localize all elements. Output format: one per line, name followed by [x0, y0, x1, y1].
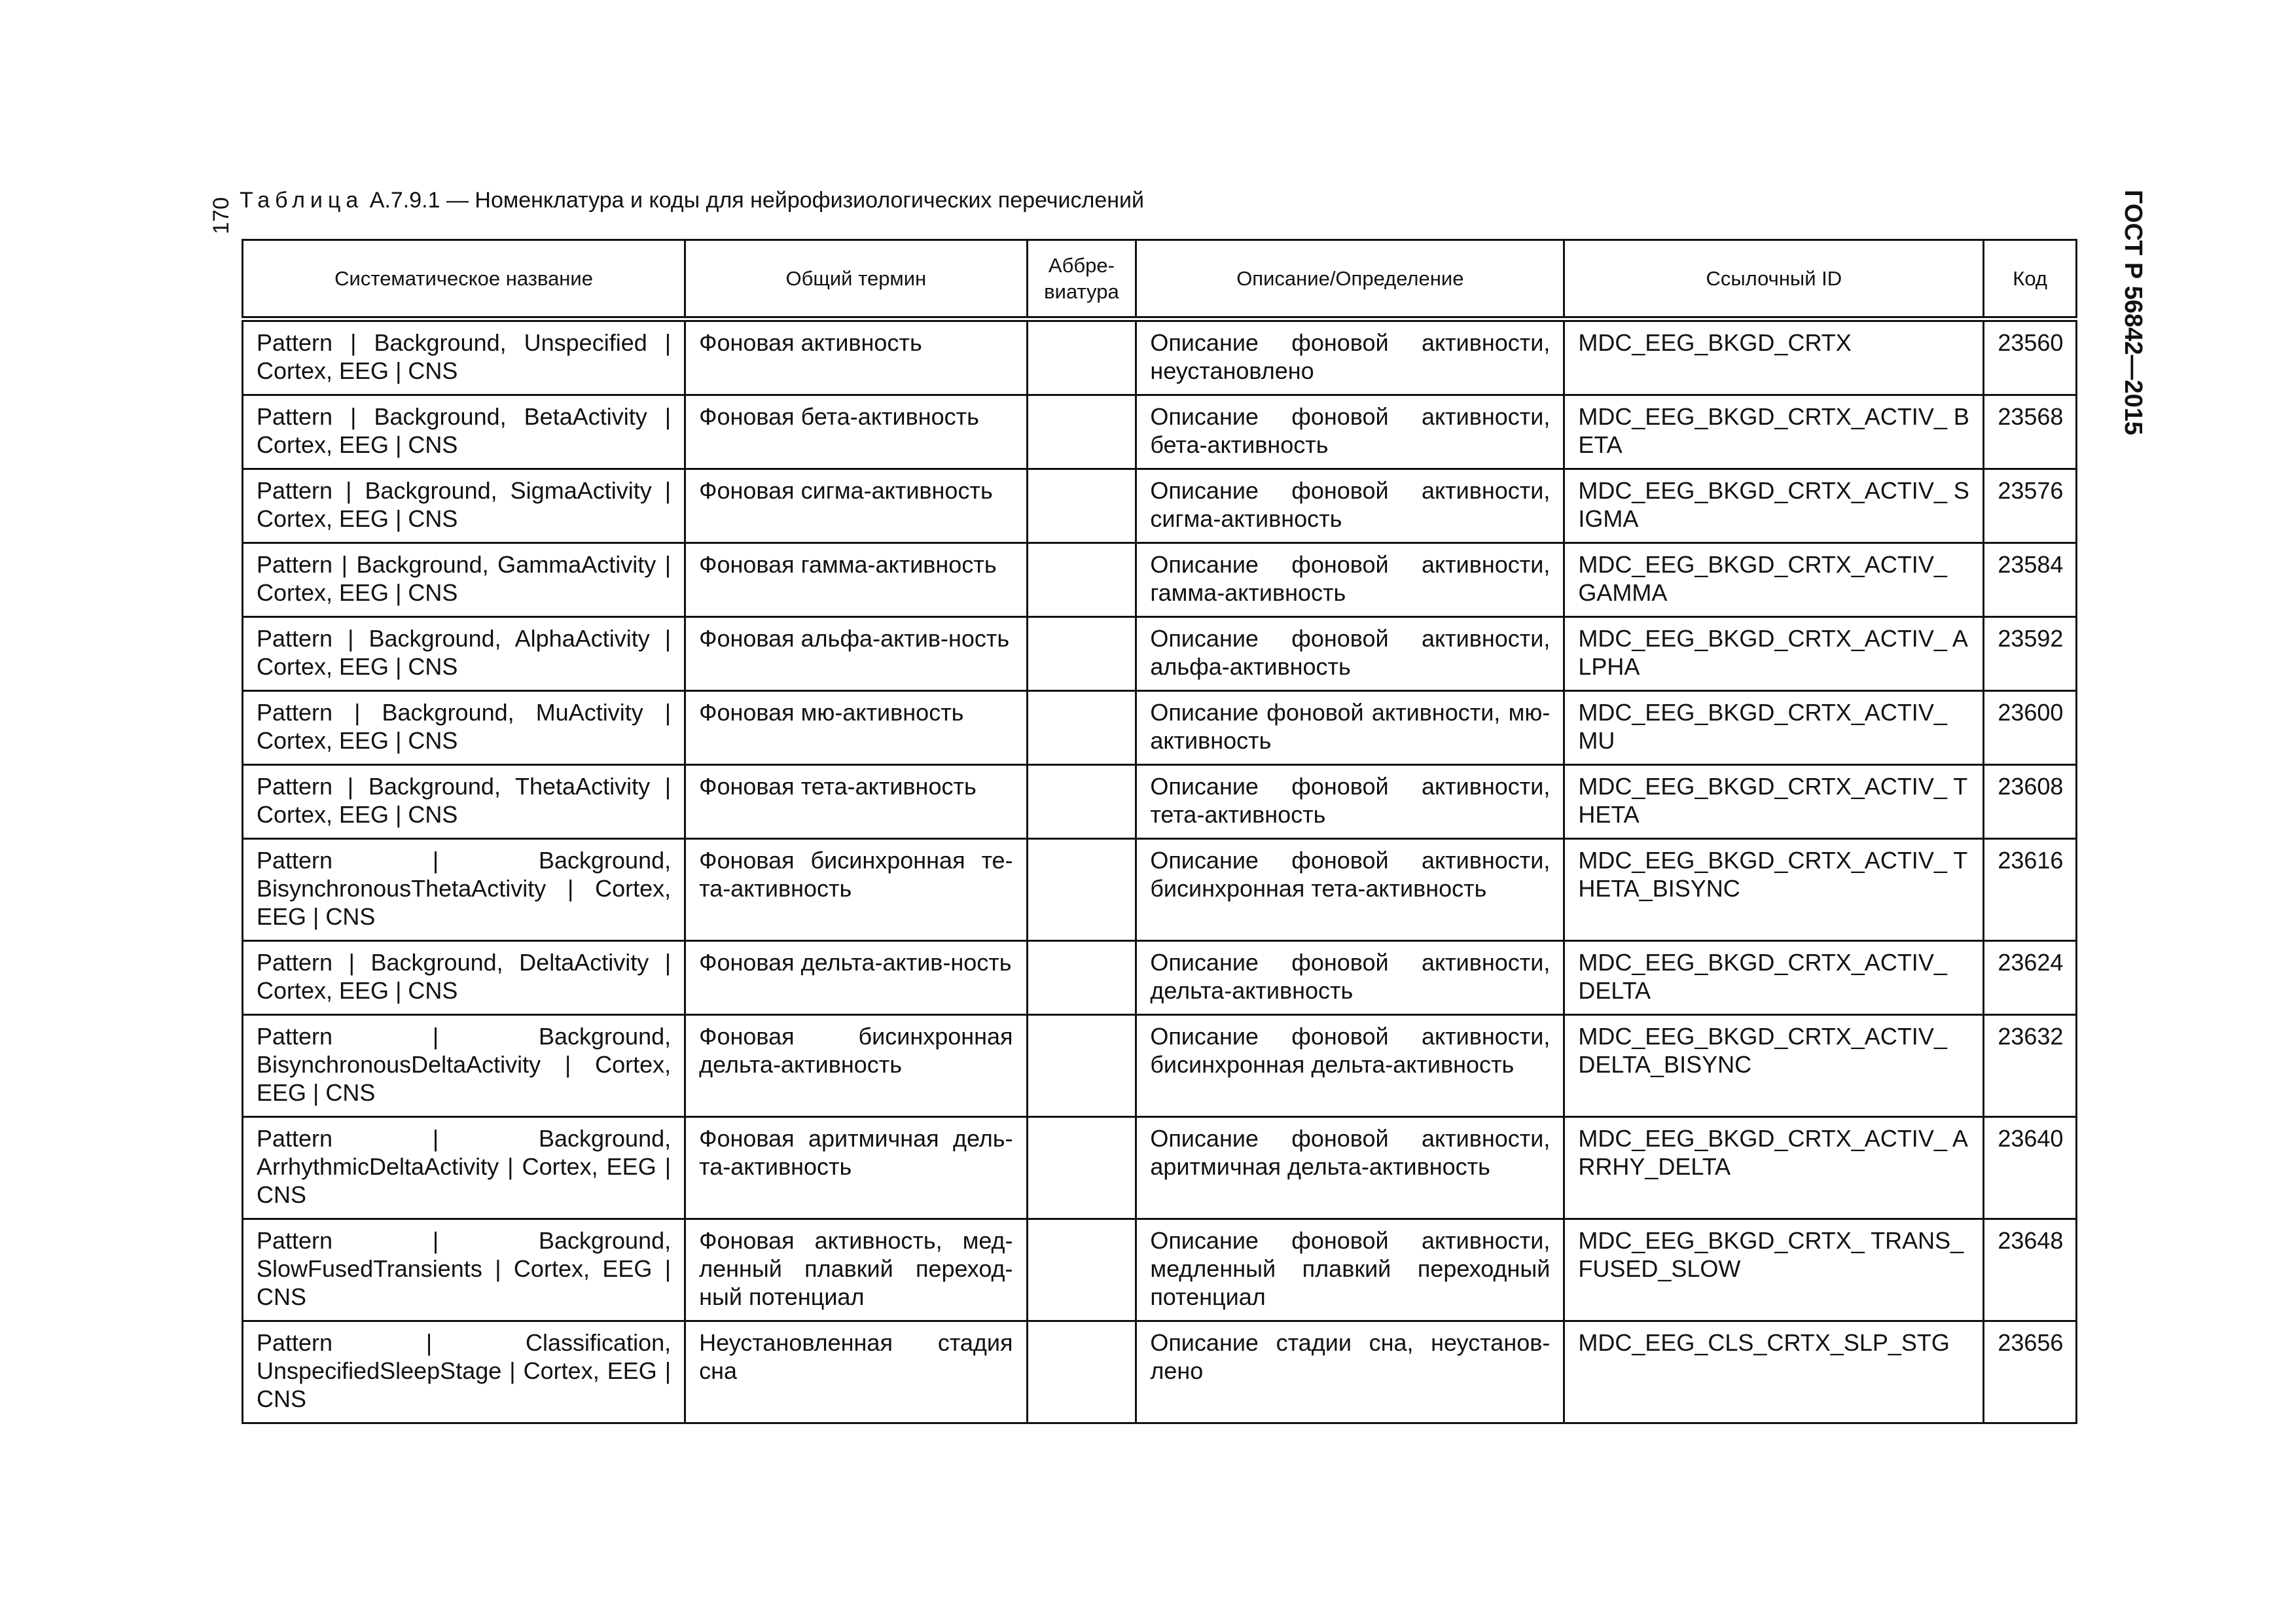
header-code: Код: [1984, 240, 2077, 319]
cell-systematic-name: Pattern | Classification, UnspecifiedSleepStage | Cortex, EEG | CNS: [243, 1321, 685, 1423]
table-row: [243, 1321, 2077, 1423]
table-row: [243, 1015, 2077, 1117]
cell-common-term: Фоновая альфа-актив-ность: [685, 617, 1027, 691]
cell-code: 23624: [1984, 941, 2077, 1015]
cell-code: 23608: [1984, 765, 2077, 839]
table-caption-text: А.7.9.1 — Номенклатура и коды для нейрофизиологических перечислений: [369, 188, 1145, 213]
table-row: [243, 1117, 2077, 1219]
cell-reference-id: MDC_EEG_BKGD_CRTX_ACTIV_ THETA_BISYNC: [1564, 839, 1984, 941]
cell-code: 23640: [1984, 1117, 2077, 1219]
table-row: [243, 765, 2077, 839]
table-row: [243, 543, 2077, 617]
cell-common-term: Фоновая бета-активность: [685, 395, 1027, 469]
cell-description: Описание фоновой активности, бисинхронная дельта-активность: [1136, 1015, 1564, 1117]
cell-abbreviation: [1027, 941, 1136, 1015]
cell-code: 23576: [1984, 469, 2077, 543]
cell-description: Описание фоновой активности, дельта-активность: [1136, 941, 1564, 1015]
table-header-row: [243, 240, 2077, 319]
cell-abbreviation: [1027, 319, 1136, 395]
cell-common-term: Фоновая активность: [685, 319, 1027, 395]
cell-systematic-name: Pattern | Background, BisynchronousThetaActivity | Cortex, EEG | CNS: [243, 839, 685, 941]
document-code: ГОСТ Р 56842—2015: [2119, 190, 2147, 435]
cell-abbreviation: [1027, 543, 1136, 617]
cell-reference-id: MDC_EEG_BKGD_CRTX_ACTIV_ ALPHA: [1564, 617, 1984, 691]
cell-reference-id: MDC_EEG_BKGD_CRTX_ACTIV_ MU: [1564, 691, 1984, 765]
header-systematic-name: Систематическое название: [243, 240, 685, 319]
cell-reference-id: MDC_EEG_BKGD_CRTX_ACTIV_ DELTA: [1564, 941, 1984, 1015]
cell-common-term: Неустановленная стадия сна: [685, 1321, 1027, 1423]
cell-description: Описание стадии сна, неустанов-лено: [1136, 1321, 1564, 1423]
cell-description: Описание фоновой активности, альфа-активность: [1136, 617, 1564, 691]
cell-description: Описание фоновой активности, аритмичная дельта-активность: [1136, 1117, 1564, 1219]
cell-common-term: Фоновая бисинхронная дельта-активность: [685, 1015, 1027, 1117]
cell-abbreviation: [1027, 617, 1136, 691]
cell-reference-id: MDC_EEG_BKGD_CRTX_ACTIV_ BETA: [1564, 395, 1984, 469]
cell-description: Описание фоновой активности, мю-активность: [1136, 691, 1564, 765]
cell-code: 23584: [1984, 543, 2077, 617]
table-row: [243, 1219, 2077, 1321]
cell-systematic-name: Pattern | Background, BisynchronousDeltaActivity | Cortex, EEG | CNS: [243, 1015, 685, 1117]
cell-description: Описание фоновой активности, тета-активность: [1136, 765, 1564, 839]
cell-reference-id: MDC_EEG_BKGD_CRTX_ACTIV_ SIGMA: [1564, 469, 1984, 543]
cell-systematic-name: Pattern | Background, GammaActivity | Cortex, EEG | CNS: [243, 543, 685, 617]
cell-systematic-name: Pattern | Background, DeltaActivity | Cortex, EEG | CNS: [243, 941, 685, 1015]
table-row: [243, 691, 2077, 765]
cell-abbreviation: [1027, 1321, 1136, 1423]
cell-description: Описание фоновой активности, неустановлено: [1136, 319, 1564, 395]
header-reference-id: Ссылочный ID: [1564, 240, 1984, 319]
cell-abbreviation: [1027, 1117, 1136, 1219]
cell-abbreviation: [1027, 469, 1136, 543]
cell-reference-id: MDC_EEG_CLS_CRTX_SLP_STG: [1564, 1321, 1984, 1423]
table-row: [243, 395, 2077, 469]
cell-reference-id: MDC_EEG_BKGD_CRTX: [1564, 319, 1984, 395]
cell-description: Описание фоновой активности, бета-активность: [1136, 395, 1564, 469]
table-row: [243, 469, 2077, 543]
cell-abbreviation: [1027, 839, 1136, 941]
cell-description: Описание фоновой активности, медленный плавкий переходный потенциал: [1136, 1219, 1564, 1321]
cell-common-term: Фоновая тета-активность: [685, 765, 1027, 839]
cell-code: 23616: [1984, 839, 2077, 941]
table-row: [243, 839, 2077, 941]
cell-reference-id: MDC_EEG_BKGD_CRTX_ TRANS_FUSED_SLOW: [1564, 1219, 1984, 1321]
cell-common-term: Фоновая бисинхронная те-та-активность: [685, 839, 1027, 941]
cell-abbreviation: [1027, 691, 1136, 765]
table-row: [243, 941, 2077, 1015]
cell-common-term: Фоновая аритмичная дель-та-активность: [685, 1117, 1027, 1219]
cell-systematic-name: Pattern | Background, Unspecified | Cortex, EEG | CNS: [243, 319, 685, 395]
cell-reference-id: MDC_EEG_BKGD_CRTX_ACTIV_ GAMMA: [1564, 543, 1984, 617]
table-row: [243, 319, 2077, 395]
cell-systematic-name: Pattern | Background, AlphaActivity | Cortex, EEG | CNS: [243, 617, 685, 691]
cell-reference-id: MDC_EEG_BKGD_CRTX_ACTIV_ THETA: [1564, 765, 1984, 839]
cell-code: 23632: [1984, 1015, 2077, 1117]
cell-common-term: Фоновая сигма-активность: [685, 469, 1027, 543]
nomenclature-table: [242, 239, 2077, 1424]
cell-code: 23592: [1984, 617, 2077, 691]
cell-code: 23648: [1984, 1219, 2077, 1321]
cell-code: 23560: [1984, 319, 2077, 395]
cell-systematic-name: Pattern | Background, MuActivity | Cortex, EEG | CNS: [243, 691, 685, 765]
cell-abbreviation: [1027, 395, 1136, 469]
cell-common-term: Фоновая мю-активность: [685, 691, 1027, 765]
cell-common-term: Фоновая гамма-активность: [685, 543, 1027, 617]
cell-code: 23600: [1984, 691, 2077, 765]
cell-systematic-name: Pattern | Background, SlowFusedTransients | Cortex, EEG | CNS: [243, 1219, 685, 1321]
cell-abbreviation: [1027, 765, 1136, 839]
header-description: Описание/Определение: [1136, 240, 1564, 319]
cell-abbreviation: [1027, 1015, 1136, 1117]
cell-systematic-name: Pattern | Background, SigmaActivity | Cortex, EEG | CNS: [243, 469, 685, 543]
cell-common-term: Фоновая дельта-актив-ность: [685, 941, 1027, 1015]
cell-description: Описание фоновой активности, бисинхронная тета-активность: [1136, 839, 1564, 941]
cell-description: Описание фоновой активности, сигма-активность: [1136, 469, 1564, 543]
cell-systematic-name: Pattern | Background, ArrhythmicDeltaActivity | Cortex, EEG | CNS: [243, 1117, 685, 1219]
cell-systematic-name: Pattern | Background, BetaActivity | Cortex, EEG | CNS: [243, 395, 685, 469]
cell-description: Описание фоновой активности, гамма-активность: [1136, 543, 1564, 617]
cell-code: 23656: [1984, 1321, 2077, 1423]
table-row: [243, 617, 2077, 691]
cell-reference-id: MDC_EEG_BKGD_CRTX_ACTIV_ DELTA_BISYNC: [1564, 1015, 1984, 1117]
page-number: 170: [209, 197, 234, 235]
table-caption: [240, 187, 1144, 213]
cell-code: 23568: [1984, 395, 2077, 469]
header-common-term: Общий термин: [685, 240, 1027, 319]
cell-abbreviation: [1027, 1219, 1136, 1321]
cell-common-term: Фоновая активность, мед-ленный плавкий переход-ный потенциал: [685, 1219, 1027, 1321]
table-caption-label: Таблица: [240, 188, 364, 213]
header-abbreviation: Аббре- виатура: [1027, 240, 1136, 319]
cell-reference-id: MDC_EEG_BKGD_CRTX_ACTIV_ ARRHY_DELTA: [1564, 1117, 1984, 1219]
cell-systematic-name: Pattern | Background, ThetaActivity | Cortex, EEG | CNS: [243, 765, 685, 839]
